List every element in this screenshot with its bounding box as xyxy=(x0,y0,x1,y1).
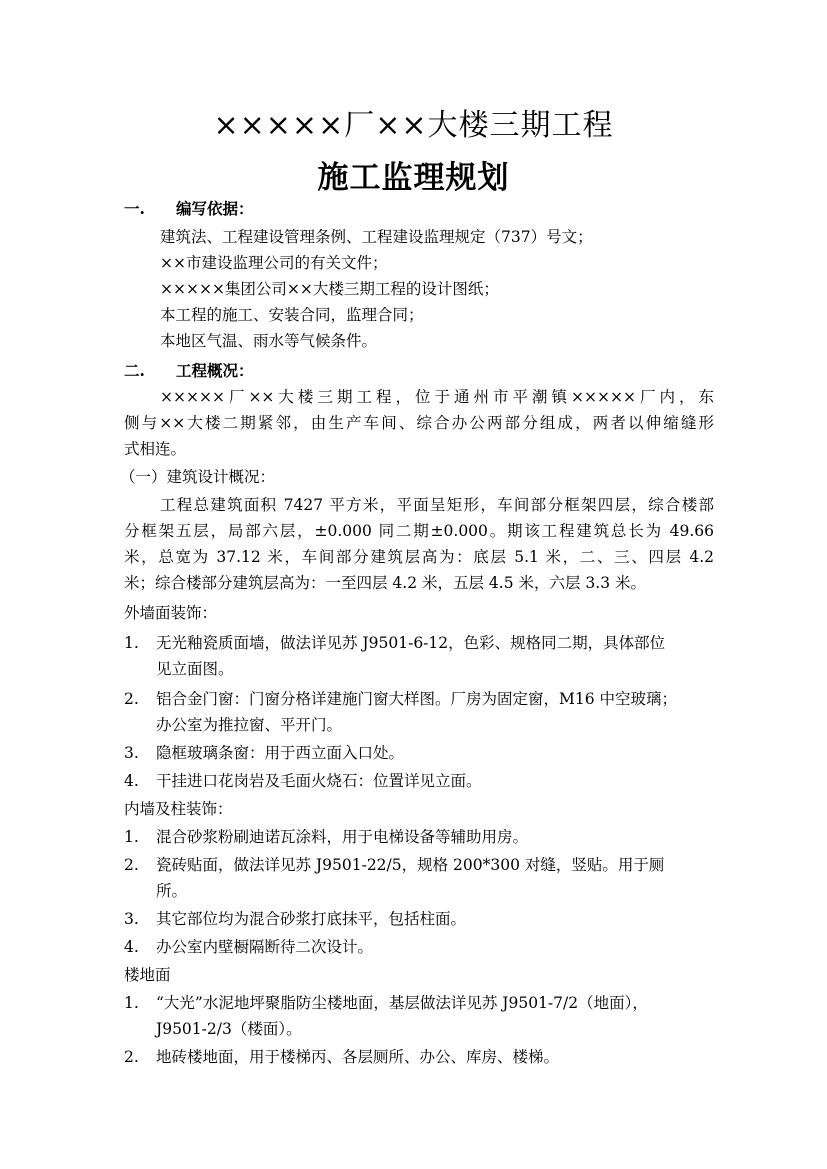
section2-intro-line: 侧与××大楼二期紧邻，由生产车间、综合办公两部分组成，两者以伸缩缝形 xyxy=(124,414,714,432)
floor-heading: 楼地面 xyxy=(124,966,171,984)
list-item-continuation: 所。 xyxy=(156,882,188,900)
list-item: 4. 办公室内壁橱隔断待二次设计。 xyxy=(124,938,374,956)
list-item-continuation: 见立面图。 xyxy=(156,660,234,678)
list-item: 2. 瓷砖贴面，做法详见苏 J9501-22/5，规格 200*300 对缝，竖贴。用于厕 xyxy=(124,856,665,874)
list-item: 1. 混合砂浆粉刷迪诺瓦涂料，用于电梯设备等辅助用房。 xyxy=(124,828,529,846)
section1-item: 建筑法、工程建设管理条例、工程建设监理规定（737）号文； xyxy=(160,228,593,246)
list-item: 4. 干挂进口花岗岩及毛面火烧石：位置详见立面。 xyxy=(124,772,482,790)
list-item: 2. 地砖楼地面，用于楼梯丙、各层厕所、办公、库房、楼梯。 xyxy=(124,1048,560,1066)
section1-number: 一. xyxy=(124,199,145,218)
list-item-continuation: 办公室为推拉窗、平开门。 xyxy=(156,716,343,734)
section1-item: ××市建设监理公司的有关文件； xyxy=(160,254,388,272)
section1-heading xyxy=(124,196,714,222)
section2-number: 二. xyxy=(124,361,145,380)
list-item: 1. “大光”水泥地坪聚脂防尘楼地面，基层做法详见苏 J9501-7/2（地面）， xyxy=(124,994,648,1012)
section2-title: 工程概况： xyxy=(176,361,254,380)
design-overview-line: 米；综合楼部分建筑层高为：一至四层 4.2 米，五层 4.5 米，六层 3.3 米。 xyxy=(124,574,647,592)
exterior-heading: 外墙面装饰： xyxy=(124,604,218,622)
design-overview-line: 工程总建筑面积 7427 平方米，平面呈矩形，车间部分框架四层，综合楼部 xyxy=(160,496,714,514)
document-title-line1: ×××××厂××大楼三期工程 xyxy=(213,108,614,143)
subsection-heading: （一）建筑设计概况： xyxy=(120,468,276,486)
section1-item: ×××××集团公司××大楼三期工程的设计图纸； xyxy=(160,280,499,298)
section2-intro-line: 式相连。 xyxy=(124,440,187,458)
design-overview-line: 米，总宽为 37.12 米，车间部分建筑层高为：底层 5.1 米，二、三、四层 4.2 xyxy=(124,548,714,566)
list-item: 3. 隐框玻璃条窗：用于西立面入口处。 xyxy=(124,744,405,762)
section1-item: 本地区气温、雨水等气候条件。 xyxy=(160,332,378,350)
document-title-line2: 施工监理规划 xyxy=(317,160,510,196)
interior-heading: 内墙及柱装饰： xyxy=(124,800,233,818)
design-overview-line: 分框架五层，局部六层，±0.000 同二期±0.000。期该工程建筑总长为 49.66 xyxy=(124,522,714,540)
list-item: 1. 无光釉瓷质面墙，做法详见苏 J9501-6-12，色彩、规格同二期，具体部位 xyxy=(124,634,666,652)
section1-title: 编写依据： xyxy=(176,199,254,218)
section2-heading xyxy=(124,358,714,384)
section1-item: 本工程的施工、安装合同，监理合同； xyxy=(160,306,424,324)
list-item: 2. 铝合金门窗：门窗分格详建施门窗大样图。厂房为固定窗，M16 中空玻璃； xyxy=(124,690,678,708)
list-item-continuation: J9501-2/3（楼面）。 xyxy=(156,1020,302,1038)
section2-intro-line: ×××××厂××大楼三期工程，位于通州市平潮镇×××××厂内，东 xyxy=(160,388,714,406)
list-item: 3. 其它部位均为混合砂浆打底抹平，包括柱面。 xyxy=(124,910,467,928)
